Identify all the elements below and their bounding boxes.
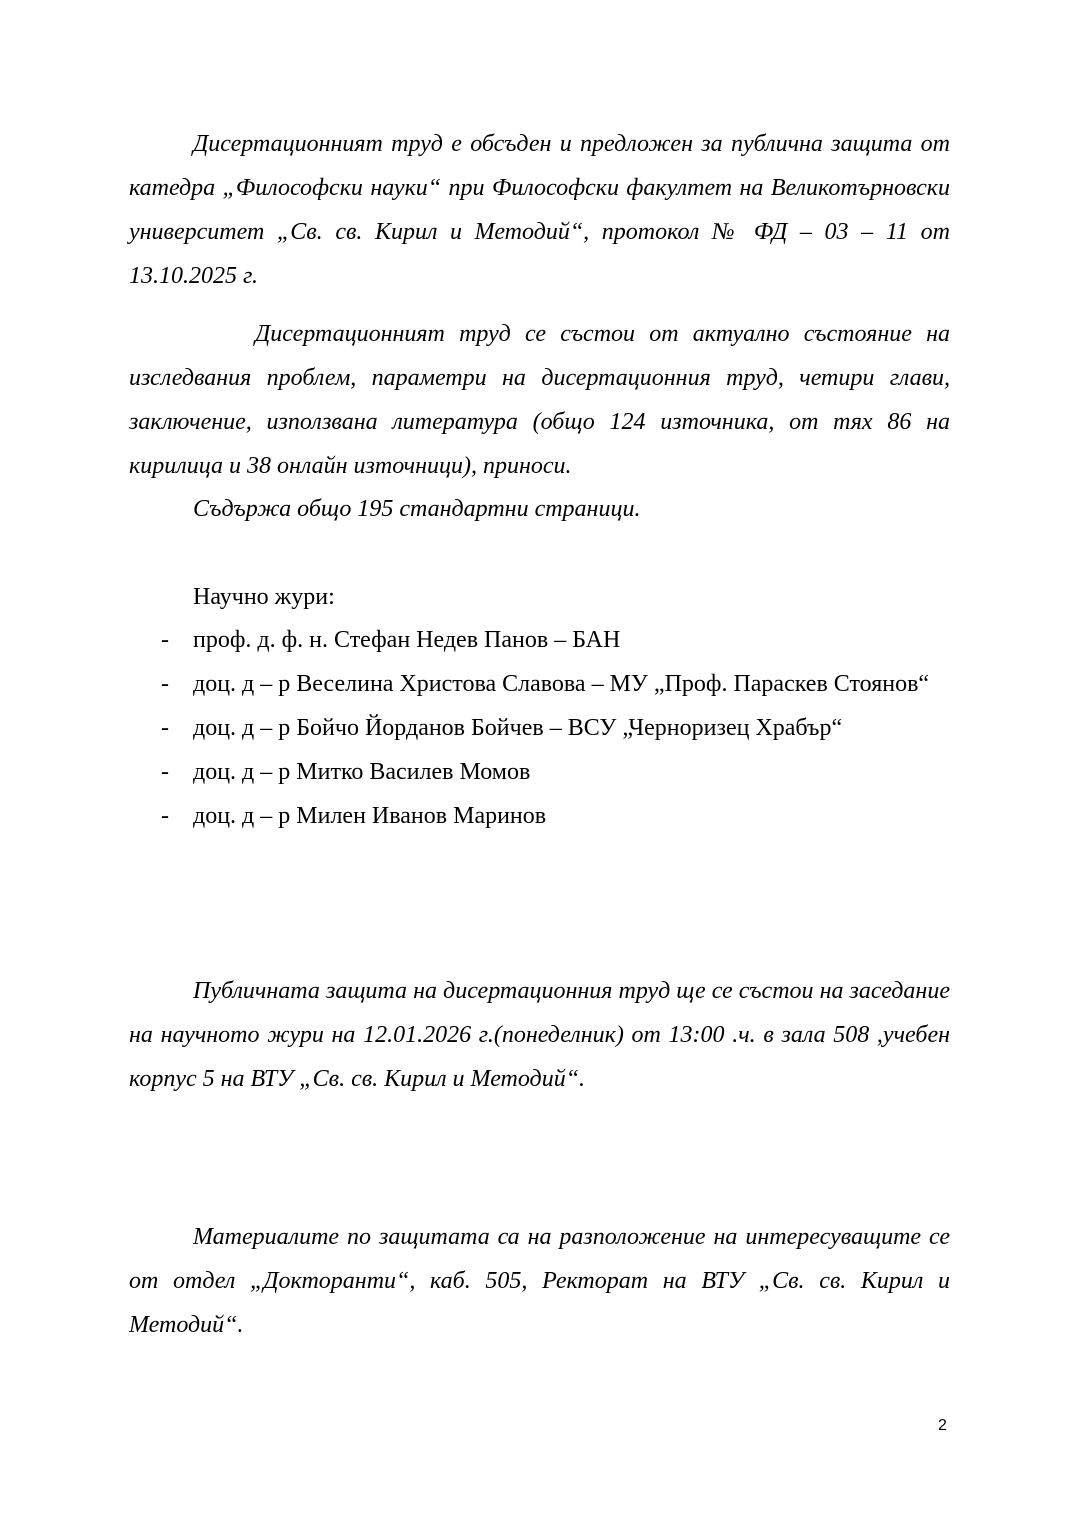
list-bullet: - bbox=[161, 759, 169, 785]
jury-member bbox=[129, 618, 950, 662]
jury-member bbox=[129, 750, 950, 794]
list-bullet: - bbox=[161, 715, 169, 741]
jury-member-name: проф. д. ф. н. Стефан Недев Панов – БАН bbox=[193, 627, 621, 653]
list-bullet: - bbox=[161, 627, 169, 653]
dissertation-structure-paragraph: Дисертационният труд се състои от актуално състояние на изследвания проблем, параметри на дисертационния труд, четири глави, заключение, използвана литература (общо 124 източника, от тях 86 на кирилица и 38 онлайн източници), приноси. bbox=[129, 321, 950, 479]
jury-member-name: доц. д – р Митко Василев Момов bbox=[193, 759, 531, 785]
page-number: 2 bbox=[938, 1417, 947, 1434]
jury-member-name: доц. д – р Милен Иванов Маринов bbox=[193, 803, 547, 829]
page-count-paragraph: Съдържа общо 195 стандартни страници. bbox=[193, 496, 641, 522]
jury-title: Научно жури: bbox=[193, 584, 335, 610]
list-bullet: - bbox=[161, 803, 169, 829]
defense-discussion-paragraph: Дисертационният труд е обсъден и предложен за публична защита от катедра „Философски науки“ при Философски факултет на Великотърновски университет „Св. св. Кирил и Методий“, протокол № ФД – 03 – 11 от 13.10.2025 г. bbox=[129, 131, 950, 289]
materials-availability-paragraph: Материалите по защитата са на разположение на интересуващите се от отдел „Докторанти“, каб. 505, Ректорат на ВТУ „Св. св. Кирил и Методий“. bbox=[129, 1224, 950, 1338]
jury-member-name: доц. д – р Веселина Христова Славова – МУ „Проф. Параскев Стоянов“ bbox=[193, 671, 930, 697]
jury-list bbox=[129, 618, 950, 838]
list-bullet: - bbox=[161, 671, 169, 697]
public-defense-paragraph: Публичната защита на дисертационния труд ще се състои на заседание на научното жури на 12.01.2026 г.(понеделник) от 13:00 .ч. в зала 508 ,учебен корпус 5 на ВТУ „Св. св. Кирил и Методий“. bbox=[129, 978, 950, 1092]
jury-member bbox=[129, 706, 950, 750]
jury-member bbox=[129, 662, 950, 706]
jury-member bbox=[129, 794, 950, 838]
jury-member-name: доц. д – р Бойчо Йорданов Бойчев – ВСУ „Черноризец Храбър“ bbox=[193, 715, 843, 741]
